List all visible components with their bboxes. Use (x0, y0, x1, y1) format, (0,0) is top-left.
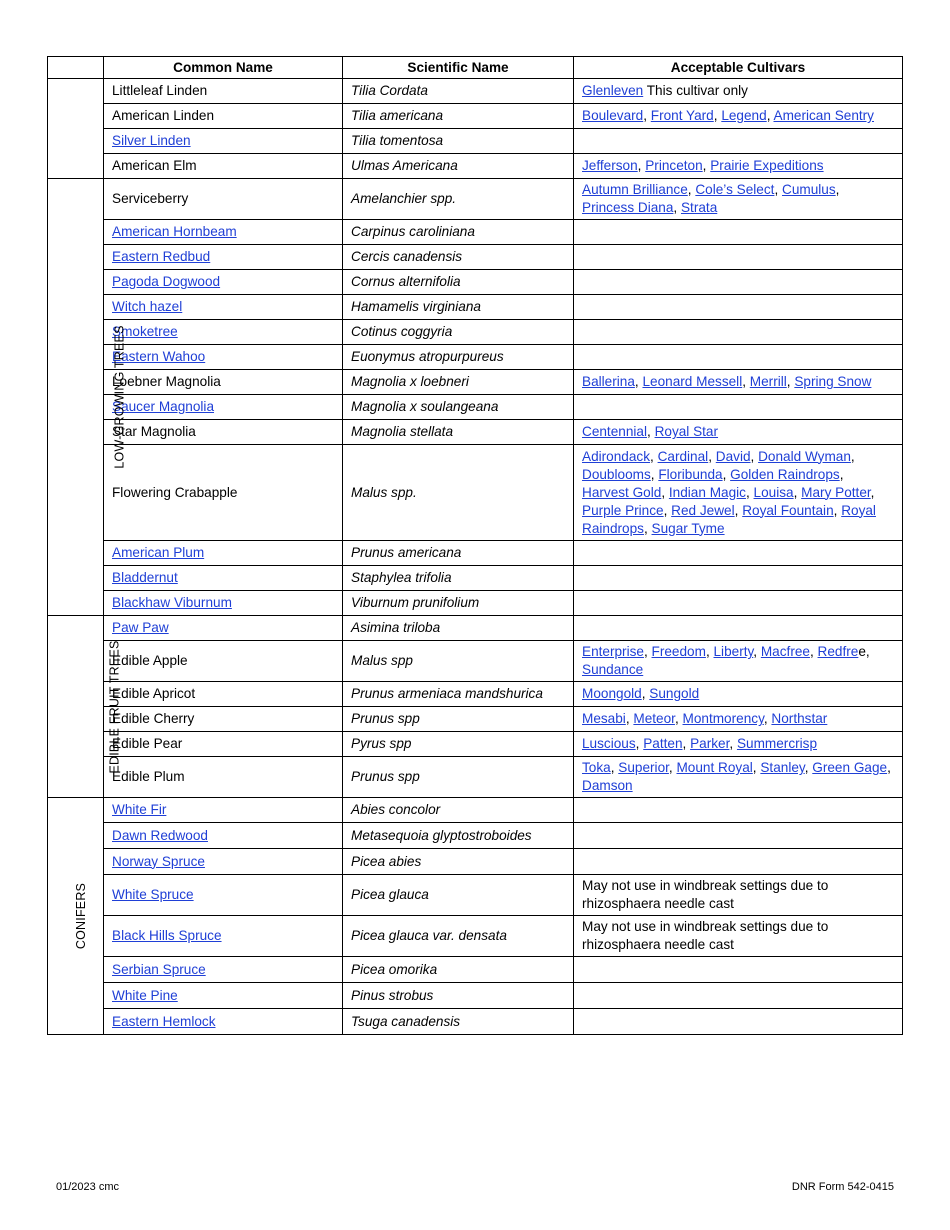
cultivar-text: , (793, 484, 802, 500)
cultivar-link[interactable]: Green Gage (812, 760, 888, 775)
cultivar-link[interactable]: Cardinal (657, 448, 709, 464)
scientific-name-cell: Carpinus caroliniana (343, 220, 574, 245)
cultivar-text: , (734, 502, 743, 518)
common-name-cell (104, 849, 343, 875)
table-row (48, 245, 903, 270)
group-label-cell (48, 79, 104, 179)
group-label-cell (48, 798, 104, 1035)
common-name-link[interactable]: White Pine (112, 987, 178, 1003)
cultivar-link[interactable]: Floribunda (658, 466, 723, 482)
common-name-cell (104, 345, 343, 370)
cultivar-link[interactable]: Louisa (753, 484, 794, 500)
common-name-cell (104, 220, 343, 245)
group-label: LOW-GROWING TREES (112, 325, 127, 469)
scientific-name-cell: Asimina triloba (343, 616, 574, 641)
common-name-cell (104, 129, 343, 154)
cultivar-link[interactable]: Stanley (760, 760, 805, 775)
common-name-link[interactable]: American Plum (112, 545, 205, 560)
table-row (48, 445, 903, 541)
cultivars-cell (574, 823, 903, 849)
cultivar-link[interactable]: Purple Prince (582, 502, 664, 518)
group-label-cell (48, 179, 127, 616)
common-name: Loebner Magnolia (112, 374, 221, 389)
common-name: American Elm (112, 158, 197, 173)
cultivar-link[interactable]: Jefferson (582, 158, 638, 173)
common-name-link[interactable]: Smoketree (112, 324, 178, 339)
cultivar-link[interactable]: Mary Potter (801, 484, 871, 500)
table-row (48, 320, 903, 345)
cultivar-link[interactable]: David (715, 448, 751, 464)
cultivar-link[interactable]: Cole’s Select (695, 182, 775, 197)
common-name-link[interactable]: Dawn Redwood (112, 827, 208, 843)
cultivar-link[interactable]: Summercrisp (736, 736, 818, 751)
cultivar-link[interactable]: Superior (618, 760, 669, 775)
common-name-link[interactable]: Pagoda Dogwood (112, 274, 221, 289)
cultivars-cell (574, 916, 903, 957)
cultivar-text: , (674, 711, 683, 726)
cultivar-link[interactable]: Mesabi (582, 711, 626, 726)
cultivar-text: , (637, 158, 646, 173)
cultivar-link[interactable]: Meteor (633, 711, 675, 726)
cultivar-link[interactable]: Sungold (649, 686, 700, 701)
common-name-cell (104, 104, 343, 129)
common-name-link[interactable]: Eastern Hemlock (112, 1013, 216, 1029)
scientific-name-cell: Metasequoia glyptostroboides (343, 823, 574, 849)
cultivars-cell (574, 875, 903, 916)
common-name-cell (104, 957, 343, 983)
common-name: Edible Plum (112, 769, 185, 784)
cultivar-link[interactable]: Mount Royal (676, 760, 753, 775)
cultivar-text: , (682, 736, 691, 751)
common-name-cell (104, 179, 343, 220)
cultivar-link[interactable]: Doublooms (582, 466, 651, 482)
cultivar-link[interactable]: Moongold (582, 686, 642, 701)
cultivars-cell (574, 270, 903, 295)
scientific-name-cell: Prunus americana (343, 541, 574, 566)
cultivar-text: , (722, 466, 731, 482)
cultivar-text: , (650, 466, 659, 482)
common-name: Edible Apple (112, 653, 188, 668)
cultivar-link[interactable]: Autumn Brilliance (582, 182, 688, 197)
tree-table (47, 56, 903, 1035)
group-label: CONIFERS (74, 882, 89, 950)
cultivar-link[interactable]: Luscious (582, 736, 636, 751)
cultivars-cell (574, 395, 903, 420)
common-name-cell (104, 682, 343, 707)
common-name-link[interactable]: Eastern Redbud (112, 249, 211, 264)
common-name-cell (104, 616, 343, 641)
cultivar-text: , (887, 760, 891, 775)
table-row (48, 104, 903, 129)
cultivar-link[interactable]: Montmorency (682, 711, 764, 726)
cultivars-cell (574, 707, 903, 732)
table-row (48, 682, 903, 707)
common-name: American Linden (112, 108, 215, 123)
cultivar-text: , (835, 182, 840, 197)
cultivars-cell (574, 295, 903, 320)
cultivar-text: , (702, 158, 711, 173)
cultivar-link[interactable]: Harvest Gold (582, 484, 662, 500)
cultivars-cell (574, 179, 903, 220)
table-row (48, 823, 903, 849)
cultivar-link[interactable]: Strata (680, 200, 718, 215)
scientific-name-cell: Prunus armeniaca mandshurica (343, 682, 574, 707)
common-name-link[interactable]: White Spruce (112, 887, 194, 902)
table-row (48, 220, 903, 245)
cultivars-cell (574, 320, 903, 345)
scientific-name-cell: Picea glauca var. densata (343, 916, 574, 957)
scientific-name-cell: Malus spp (343, 641, 574, 682)
cultivar-link[interactable]: Adirondack (582, 448, 651, 464)
cultivar-text: , (850, 448, 855, 464)
cultivars-cell (574, 129, 903, 154)
table-row (48, 732, 903, 757)
table-row (48, 420, 903, 445)
header-blank (48, 57, 104, 79)
cultivar-text: , (833, 502, 842, 518)
table-row (48, 757, 903, 798)
cultivar-text: , (634, 374, 643, 389)
common-name-cell (104, 445, 343, 541)
cultivars-cell (574, 1009, 903, 1035)
cultivar-link[interactable]: Liberty (713, 644, 754, 659)
common-name-cell (104, 270, 343, 295)
cultivar-text: , (687, 182, 696, 197)
common-name-link[interactable]: Witch hazel (112, 299, 183, 314)
scientific-name-cell: Viburnum prunifolium (343, 591, 574, 616)
common-name-cell (104, 154, 343, 179)
cultivar-link[interactable]: Centennial (582, 424, 647, 439)
table-row (48, 916, 903, 957)
scientific-name-cell: Magnolia x loebneri (343, 370, 574, 395)
cultivars-cell (574, 420, 903, 445)
table-row (48, 79, 903, 104)
scientific-name-cell: Euonymus atropurpureus (343, 345, 574, 370)
header-scientific-name: Scientific Name (343, 57, 574, 79)
cultivar-link[interactable]: Cumulus (782, 182, 836, 197)
table-row (48, 566, 903, 591)
cultivar-text: , (705, 644, 714, 659)
cultivar-text: , (661, 484, 669, 500)
scientific-name-cell: Picea omorika (343, 957, 574, 983)
cultivar-text: , (673, 200, 681, 215)
cultivars-cell (574, 541, 903, 566)
cultivar-text: e, (858, 644, 870, 659)
cultivars-cell (574, 220, 903, 245)
cultivars-cell (574, 798, 903, 823)
cultivar-link[interactable]: Enterprise (582, 644, 644, 659)
cultivar-text: , (774, 182, 782, 197)
scientific-name-cell: Tilia tomentosa (343, 129, 574, 154)
table-row (48, 129, 903, 154)
cultivar-text: , (763, 711, 772, 726)
common-name-cell (104, 641, 343, 682)
common-name-cell (104, 757, 343, 798)
cultivar-link[interactable]: Northstar (771, 711, 828, 726)
cultivar-link[interactable]: Princeton (645, 158, 703, 173)
common-name-cell (104, 798, 343, 823)
table-row (48, 295, 903, 320)
cultivar-text: , (647, 424, 655, 439)
scientific-name-cell: Tsuga canadensis (343, 1009, 574, 1035)
scientific-name-cell: Prunus spp (343, 757, 574, 798)
scientific-name-cell: Cercis canadensis (343, 245, 574, 270)
common-name-cell (104, 1009, 343, 1035)
cultivar-link[interactable]: Freedom (651, 644, 706, 659)
scientific-name-cell: Tilia americana (343, 104, 574, 129)
table-row (48, 370, 903, 395)
cultivar-link[interactable]: Toka (582, 760, 611, 775)
common-name-cell (104, 566, 343, 591)
cultivar-text: , (750, 448, 759, 464)
cultivar-text: , (610, 760, 619, 775)
cultivar-link[interactable]: Indian Magic (668, 484, 746, 500)
cultivar-text: May not use in windbreak settings due to rhizosphaera needle cast (582, 919, 829, 952)
cultivar-link[interactable]: Sundance (582, 662, 644, 677)
cultivar-link[interactable]: Damson (582, 778, 633, 793)
common-name-link[interactable]: Serbian Spruce (112, 961, 206, 977)
common-name-cell (104, 79, 343, 104)
common-name-link[interactable]: Paw Paw (112, 620, 169, 635)
scientific-name-cell: Tilia Cordata (343, 79, 574, 104)
table-row (48, 798, 903, 823)
table-row (48, 270, 903, 295)
common-name-link[interactable]: Norway Spruce (112, 853, 205, 869)
cultivar-text: , (729, 736, 737, 751)
cultivars-cell (574, 345, 903, 370)
common-name-link[interactable]: Bladdernut (112, 570, 178, 585)
footer-date: 01/2023 cmc (56, 1181, 119, 1193)
cultivars-cell (574, 682, 903, 707)
cultivar-link[interactable]: Sugar Tyme (651, 520, 725, 536)
table-row (48, 875, 903, 916)
table-row (48, 541, 903, 566)
scientific-name-cell: Malus spp. (343, 445, 574, 541)
cultivars-cell (574, 154, 903, 179)
common-name-link[interactable]: Blackhaw Viburnum (112, 595, 232, 610)
cultivar-link[interactable]: Merrill (749, 374, 787, 389)
table-row (48, 707, 903, 732)
cultivar-link[interactable]: Royal Raindrops (582, 502, 876, 536)
cultivar-text: , (663, 502, 672, 518)
common-name-link[interactable]: Eastern Wahoo (112, 349, 206, 364)
cultivar-link[interactable]: Legend (721, 108, 767, 123)
cultivars-cell (574, 566, 903, 591)
cultivars-cell (574, 370, 903, 395)
cultivar-link[interactable]: Glenleven (582, 83, 644, 98)
table-row (48, 983, 903, 1009)
scientific-name-cell: Staphylea trifolia (343, 566, 574, 591)
cultivar-link[interactable]: Parker (690, 736, 730, 751)
common-name: Edible Apricot (112, 686, 196, 701)
table-row (48, 179, 903, 220)
table-row (48, 849, 903, 875)
common-name-cell (104, 420, 343, 445)
common-name-link[interactable]: Black Hills Spruce (112, 928, 222, 943)
common-name-cell (104, 320, 343, 345)
cultivars-cell (574, 641, 903, 682)
scientific-name-cell: Cotinus coggyria (343, 320, 574, 345)
cultivar-text: This cultivar only (643, 83, 748, 98)
tree-table-body (48, 79, 903, 1035)
common-name-cell (104, 395, 343, 420)
cultivar-link[interactable]: Macfree (760, 644, 810, 659)
common-name-cell (104, 591, 343, 616)
cultivar-text: , (745, 484, 754, 500)
common-name-cell (104, 875, 343, 916)
cultivars-cell (574, 983, 903, 1009)
cultivar-link[interactable]: Front Yard (650, 108, 714, 123)
table-row (48, 641, 903, 682)
common-name-cell (104, 245, 343, 270)
scientific-name-cell: Pyrus spp (343, 732, 574, 757)
cultivar-text: , (839, 466, 844, 482)
scientific-name-cell: Pinus strobus (343, 983, 574, 1009)
cultivar-link[interactable]: Donald Wyman (758, 448, 851, 464)
cultivar-link[interactable]: Royal Star (654, 424, 719, 439)
group-label: EDIBLE FRUIT TREES (107, 639, 122, 774)
table-row (48, 591, 903, 616)
cultivar-text: , (641, 686, 650, 701)
cultivar-link[interactable]: Redfre (817, 644, 859, 659)
cultivar-link[interactable]: Leonard Messell (642, 374, 743, 389)
cultivar-link[interactable]: Boulevard (582, 108, 644, 123)
cultivar-link[interactable]: American Sentry (773, 108, 874, 123)
table-row (48, 345, 903, 370)
scientific-name-cell: Abies concolor (343, 798, 574, 823)
cultivar-text: , (752, 760, 761, 775)
cultivar-text: , (643, 108, 651, 123)
cultivars-cell (574, 757, 903, 798)
header-row (48, 57, 903, 79)
cultivar-text: May not use in windbreak settings due to rhizosphaera needle cast (582, 878, 829, 911)
cultivar-link[interactable]: Golden Raindrops (730, 466, 840, 482)
cultivar-text: , (668, 760, 677, 775)
cultivar-text: , (643, 644, 652, 659)
cultivars-cell (574, 245, 903, 270)
table-row (48, 616, 903, 641)
scientific-name-cell: Picea abies (343, 849, 574, 875)
common-name-link[interactable]: Saucer Magnolia (112, 399, 215, 414)
cultivars-cell (574, 79, 903, 104)
cultivar-link[interactable]: Spring Snow (794, 374, 872, 389)
table-row (48, 957, 903, 983)
common-name: Littleleaf Linden (112, 83, 208, 98)
common-name-link[interactable]: American Hornbeam (112, 224, 237, 239)
scientific-name-cell: Cornus alternifolia (343, 270, 574, 295)
cultivar-text: , (786, 374, 795, 389)
common-name-cell (104, 370, 343, 395)
cultivars-cell (574, 957, 903, 983)
scientific-name-cell: Magnolia stellata (343, 420, 574, 445)
common-name: Serviceberry (112, 191, 189, 206)
scientific-name-cell: Picea glauca (343, 875, 574, 916)
cultivar-link[interactable]: Patten (643, 736, 683, 751)
cultivar-link[interactable]: Princess Diana (582, 200, 674, 215)
cultivar-link[interactable]: Ballerina (582, 374, 635, 389)
scientific-name-cell: Ulmas Americana (343, 154, 574, 179)
cultivar-link[interactable]: Red Jewel (671, 502, 735, 518)
cultivar-text: , (708, 448, 716, 464)
cultivar-text: , (809, 644, 818, 659)
scientific-name-cell: Prunus spp (343, 707, 574, 732)
header-common-name: Common Name (104, 57, 343, 79)
table-row (48, 154, 903, 179)
scientific-name-cell: Hamamelis virginiana (343, 295, 574, 320)
scientific-name-cell: Magnolia x soulangeana (343, 395, 574, 420)
table-row (48, 1009, 903, 1035)
common-name: Edible Pear (112, 736, 183, 751)
cultivar-link[interactable]: Prairie Expeditions (710, 158, 824, 173)
footer-form-number: DNR Form 542-0415 (791, 1181, 894, 1193)
cultivar-link[interactable]: Royal Fountain (742, 502, 834, 518)
cultivars-cell (574, 616, 903, 641)
cultivars-cell (574, 849, 903, 875)
scientific-name-cell: Amelanchier spp. (343, 179, 574, 220)
cultivar-text: , (870, 484, 875, 500)
cultivars-cell (574, 104, 903, 129)
cultivar-text: , (713, 108, 722, 123)
cultivar-text: , (804, 760, 813, 775)
common-name-cell (104, 295, 343, 320)
group-label-cell (48, 616, 122, 798)
header-acceptable-cultivars: Acceptable Cultivars (574, 57, 903, 79)
table-row (48, 395, 903, 420)
common-name-link[interactable]: Silver Linden (112, 133, 191, 148)
common-name: Flowering Crabapple (112, 484, 238, 500)
common-name-cell (104, 983, 343, 1009)
common-name: Edible Cherry (112, 711, 195, 726)
cultivars-cell (574, 445, 903, 541)
common-name-cell (104, 541, 343, 566)
cultivar-text: , (650, 448, 658, 464)
cultivar-text: , (753, 644, 761, 659)
cultivar-text: , (766, 108, 774, 123)
common-name-cell (104, 707, 343, 732)
common-name-cell (104, 732, 343, 757)
cultivar-text: , (643, 520, 652, 536)
cultivar-text: , (625, 711, 634, 726)
common-name-cell (104, 823, 343, 849)
common-name-link[interactable]: White Fir (112, 802, 167, 817)
common-name-cell (104, 916, 343, 957)
cultivars-cell (574, 732, 903, 757)
cultivars-cell (574, 591, 903, 616)
cultivar-text: , (635, 736, 644, 751)
cultivar-text: , (742, 374, 750, 389)
common-name: Star Magnolia (112, 424, 196, 439)
